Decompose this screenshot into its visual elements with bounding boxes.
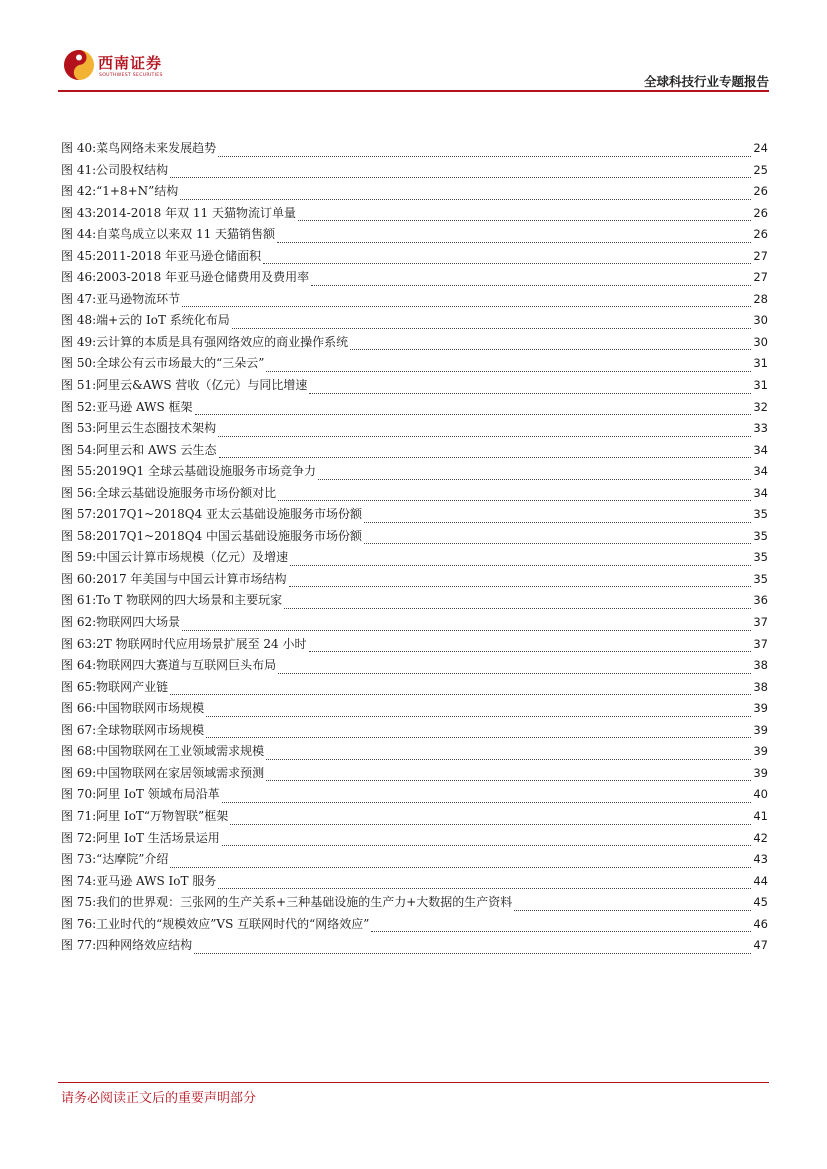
toc-entry-title: 菜鸟网络未来发展趋势: [96, 141, 217, 155]
toc-entry-title: 全球物联网市场规模: [96, 722, 205, 737]
toc-entry-page: 33: [753, 421, 768, 436]
toc-entry-label: 图 50:: [61, 356, 97, 371]
toc-entry-title: 阿里云生态圈技术架构: [96, 421, 217, 436]
toc-entry-label: 图 74:: [61, 873, 97, 888]
toc-entry[interactable]: [61, 612, 768, 634]
toc-entry-title: 中国云计算市场规模（亿元）及增速: [96, 550, 289, 565]
toc-entry-title: 亚马逊物流环节: [96, 291, 181, 306]
toc-entry-label: 图 45:: [61, 248, 97, 263]
toc-entry-title: 工业时代的“规模效应”VS 互联网时代的“网络效应”: [96, 916, 370, 931]
toc-entry-page: 34: [753, 442, 768, 457]
toc-entry-page: 40: [753, 787, 768, 802]
toc-dot-leader: [230, 823, 751, 825]
toc-dot-leader: [195, 413, 752, 415]
toc-entry-label: 图 49:: [61, 334, 97, 349]
toc-entry[interactable]: [61, 892, 768, 914]
toc-entry-page: 39: [753, 765, 768, 780]
toc-entry-label: 图 52:: [61, 399, 97, 414]
toc-entry-title: 2017Q1~2018Q4 中国云基础设施服务市场份额: [96, 528, 363, 543]
toc-entry[interactable]: [61, 569, 768, 591]
toc-dot-leader: [289, 585, 752, 587]
toc-entry-page: 44: [753, 873, 768, 888]
toc-entry-label: 图 59:: [61, 550, 97, 565]
toc-entry-page: 35: [753, 571, 768, 586]
toc-entry[interactable]: [61, 289, 768, 311]
toc-entry-page: 35: [753, 550, 768, 565]
toc-entry-label: 图 55:: [61, 464, 97, 479]
toc-entry[interactable]: [61, 677, 768, 699]
toc-dot-leader: [170, 866, 751, 868]
figure-table-of-contents: [61, 138, 768, 957]
toc-entry[interactable]: [61, 655, 768, 677]
toc-entry-title: 云计算的本质是具有强网络效应的商业操作系统: [96, 334, 349, 349]
toc-dot-leader: [182, 305, 751, 307]
toc-entry-page: 26: [753, 205, 768, 220]
toc-entry-title: 物联网四大场景: [96, 615, 181, 630]
toc-entry-page: 39: [753, 722, 768, 737]
toc-entry-title: 2017Q1~2018Q4 亚太云基础设施服务市场份额: [96, 507, 363, 522]
toc-entry-page: 39: [753, 744, 768, 759]
toc-entry-label: 图 76:: [61, 916, 97, 931]
toc-entry-title: 亚马逊 AWS IoT 服务: [96, 873, 217, 888]
toc-entry-label: 图 67:: [61, 722, 97, 737]
toc-dot-leader: [318, 478, 751, 480]
toc-entry-label: 图 54:: [61, 442, 97, 457]
toc-entry-title: 亚马逊 AWS 框架: [96, 399, 193, 414]
report-title: 全球科技行业专题报告: [643, 74, 769, 89]
toc-entry-label: 图 47:: [61, 291, 97, 306]
toc-entry-title: 物联网四大赛道与互联网巨头布局: [96, 658, 277, 673]
toc-entry-label: 图 46:: [61, 270, 97, 285]
toc-entry-label: 图 56:: [61, 485, 97, 500]
toc-entry-page: 32: [753, 399, 768, 414]
toc-entry-title: 四种网络效应结构: [96, 938, 193, 953]
toc-dot-leader: [218, 435, 751, 437]
toc-entry-title: 2017 年美国与中国云计算市场结构: [96, 571, 287, 586]
toc-entry[interactable]: [61, 397, 768, 419]
toc-dot-leader: [278, 499, 751, 501]
toc-entry-label: 图 62:: [61, 615, 97, 630]
toc-entry-title: 2014-2018 年双 11 天猫物流订单量: [96, 205, 296, 220]
toc-entry-page: 39: [753, 701, 768, 716]
toc-dot-leader: [222, 844, 752, 846]
toc-dot-leader: [219, 456, 752, 458]
toc-entry[interactable]: [61, 138, 768, 160]
toc-entry-title: 中国物联网市场规模: [96, 701, 205, 716]
toc-dot-leader: [309, 650, 752, 652]
toc-dot-leader: [180, 198, 751, 200]
toc-dot-leader: [266, 758, 751, 760]
toc-entry-page: 24: [753, 141, 768, 155]
toc-entry-title: 2003-2018 年亚马逊仓储费用及费用率: [96, 270, 310, 285]
toc-dot-leader: [364, 542, 751, 544]
toc-dot-leader: [350, 348, 751, 350]
toc-entry-title: 阿里 IoT 领域布局沿革: [96, 787, 220, 802]
toc-entry[interactable]: [61, 461, 768, 483]
footer-divider: [58, 1082, 769, 1083]
toc-entry-page: 35: [753, 507, 768, 522]
toc-dot-leader: [309, 392, 751, 394]
toc-entry-page: 36: [753, 593, 768, 608]
toc-dot-leader: [311, 284, 751, 286]
toc-dot-leader: [206, 715, 751, 717]
toc-entry-label: 图 77:: [61, 938, 97, 953]
toc-entry[interactable]: [61, 224, 768, 246]
toc-entry[interactable]: [61, 806, 768, 828]
toc-dot-leader: [266, 370, 751, 372]
toc-dot-leader: [298, 219, 751, 221]
toc-entry-label: 图 75:: [61, 895, 97, 910]
toc-dot-leader: [206, 736, 751, 738]
toc-entry[interactable]: [61, 849, 768, 871]
toc-entry-title: 全球云基础设施服务市场份额对比: [96, 485, 277, 500]
toc-entry-page: 30: [753, 334, 768, 349]
toc-entry-page: 30: [753, 313, 768, 328]
page-header: [0, 0, 827, 96]
toc-entry-title: 阿里云和 AWS 云生态: [96, 442, 217, 457]
toc-entry-label: 图 41:: [61, 162, 97, 177]
toc-entry[interactable]: [61, 440, 768, 462]
toc-dot-leader: [194, 952, 751, 954]
toc-entry-title: 我们的世界观：三张网的生产关系+三种基础设施的生产力+大数据的生产资料: [96, 895, 513, 910]
toc-dot-leader: [222, 801, 752, 803]
toc-entry[interactable]: [61, 914, 768, 936]
toc-entry-title: 2T 物联网时代应用场景扩展至 24 小时: [96, 636, 307, 651]
toc-dot-leader: [514, 909, 751, 911]
toc-entry-label: 图 71:: [61, 808, 97, 823]
toc-entry[interactable]: [61, 181, 768, 203]
toc-entry[interactable]: [61, 246, 768, 268]
toc-entry-page: 38: [753, 679, 768, 694]
toc-entry-page: 42: [753, 830, 768, 845]
logo-name-en: SOUTHWEST SECURITIES: [99, 73, 163, 78]
company-logo: [62, 48, 192, 84]
toc-entry-page: 34: [753, 485, 768, 500]
toc-entry[interactable]: [61, 763, 768, 785]
toc-entry[interactable]: [61, 526, 768, 548]
toc-entry-page: 46: [753, 916, 768, 931]
toc-entry[interactable]: [61, 935, 768, 957]
toc-dot-leader: [170, 693, 751, 695]
toc-entry-label: 图 70:: [61, 787, 97, 802]
toc-entry[interactable]: [61, 784, 768, 806]
toc-entry-label: 图 43:: [61, 205, 97, 220]
toc-entry-label: 图 73:: [61, 852, 97, 867]
toc-entry-title: 中国物联网在家居领域需求预测: [96, 765, 265, 780]
toc-dot-leader: [277, 241, 751, 243]
toc-entry-label: 图 44:: [61, 227, 97, 242]
toc-entry-page: 34: [753, 464, 768, 479]
toc-dot-leader: [290, 564, 751, 566]
toc-entry-title: 中国物联网在工业领域需求规模: [96, 744, 265, 759]
toc-entry[interactable]: [61, 203, 768, 225]
toc-entry[interactable]: [61, 741, 768, 763]
toc-entry-label: 图 61:: [61, 593, 97, 608]
toc-entry-label: 图 51:: [61, 378, 97, 393]
toc-entry-page: 35: [753, 528, 768, 543]
toc-entry-page: 37: [753, 615, 768, 630]
toc-entry-page: 31: [753, 378, 768, 393]
toc-entry-title: 阿里 IoT“万物智联”框架: [96, 808, 229, 823]
toc-entry[interactable]: [61, 590, 768, 612]
toc-entry-label: 图 68:: [61, 744, 97, 759]
toc-entry-page: 25: [753, 162, 768, 177]
toc-entry-title: 全球公有云市场最大的“三朵云”: [96, 356, 265, 371]
toc-entry-label: 图 48:: [61, 313, 97, 328]
toc-entry-label: 图 60:: [61, 571, 97, 586]
toc-entry[interactable]: [61, 310, 768, 332]
toc-entry[interactable]: [61, 418, 768, 440]
toc-entry-page: 31: [753, 356, 768, 371]
toc-entry-label: 图 53:: [61, 421, 97, 436]
toc-entry[interactable]: [61, 160, 768, 182]
toc-entry-title: 2011-2018 年亚马逊仓储面积: [96, 248, 262, 263]
header-divider: [58, 90, 769, 92]
toc-entry-page: 28: [753, 291, 768, 306]
toc-entry[interactable]: [61, 634, 768, 656]
toc-dot-leader: [170, 176, 751, 178]
toc-entry-page: 45: [753, 895, 768, 910]
toc-dot-leader: [371, 930, 751, 932]
toc-dot-leader: [278, 672, 751, 674]
toc-entry-title: “1+8+N”结构: [96, 184, 179, 199]
toc-entry-page: 27: [753, 270, 768, 285]
toc-dot-leader: [182, 629, 751, 631]
toc-dot-leader: [218, 887, 751, 889]
toc-entry-label: 图 57:: [61, 507, 97, 522]
toc-entry-title: 2019Q1 全球云基础设施服务市场竞争力: [96, 464, 316, 479]
logo-emblem-icon: [62, 48, 96, 82]
toc-entry-label: 图 72:: [61, 830, 97, 845]
toc-entry-page: 47: [753, 938, 768, 953]
toc-entry[interactable]: [61, 267, 768, 289]
toc-entry[interactable]: [61, 720, 768, 742]
toc-dot-leader: [218, 155, 751, 157]
toc-entry-title: 阿里 IoT 生活场景运用: [96, 830, 220, 845]
toc-entry-label: 图 63:: [61, 636, 97, 651]
toc-entry-title: 公司股权结构: [96, 162, 169, 177]
toc-dot-leader: [266, 779, 751, 781]
toc-entry[interactable]: [61, 483, 768, 505]
toc-dot-leader: [232, 327, 752, 329]
toc-entry-title: 物联网产业链: [96, 679, 169, 694]
toc-entry[interactable]: [61, 332, 768, 354]
toc-entry[interactable]: [61, 547, 768, 569]
logo-name-cn: 西南证券: [98, 54, 163, 72]
toc-entry-title: “达摩院”介绍: [96, 852, 169, 867]
toc-entry-page: 37: [753, 636, 768, 651]
toc-entry-page: 38: [753, 658, 768, 673]
toc-entry-page: 26: [753, 227, 768, 242]
toc-entry-page: 43: [753, 852, 768, 867]
toc-entry-page: 41: [753, 808, 768, 823]
toc-entry-label: 图 42:: [61, 184, 97, 199]
toc-entry-label: 图 66:: [61, 701, 97, 716]
footer-disclaimer: 请务必阅读正文后的重要声明部分: [61, 1091, 257, 1106]
toc-entry-label: 图 69:: [61, 765, 97, 780]
toc-entry-title: 端+云的 IoT 系统化布局: [96, 313, 230, 328]
toc-dot-leader: [364, 521, 751, 523]
toc-entry[interactable]: [61, 698, 768, 720]
toc-entry-label: 图 64:: [61, 658, 97, 673]
toc-entry-label: 图 65:: [61, 679, 97, 694]
toc-entry-title: 自菜鸟成立以来双 11 天猫销售额: [96, 227, 276, 242]
toc-entry[interactable]: [61, 828, 768, 850]
toc-entry-label: 图 58:: [61, 528, 97, 543]
toc-entry[interactable]: [61, 871, 768, 893]
toc-entry-page: 27: [753, 248, 768, 263]
toc-entry[interactable]: [61, 375, 768, 397]
toc-entry-title: To T 物联网的四大场景和主要玩家: [96, 593, 283, 608]
toc-entry-title: 阿里云&AWS 营收（亿元）与同比增速: [96, 378, 308, 393]
toc-dot-leader: [284, 607, 751, 609]
toc-dot-leader: [263, 262, 751, 264]
toc-entry[interactable]: [61, 504, 768, 526]
toc-entry[interactable]: [61, 353, 768, 375]
toc-entry-label: 图 40:: [61, 141, 97, 155]
toc-entry-page: 26: [753, 184, 768, 199]
